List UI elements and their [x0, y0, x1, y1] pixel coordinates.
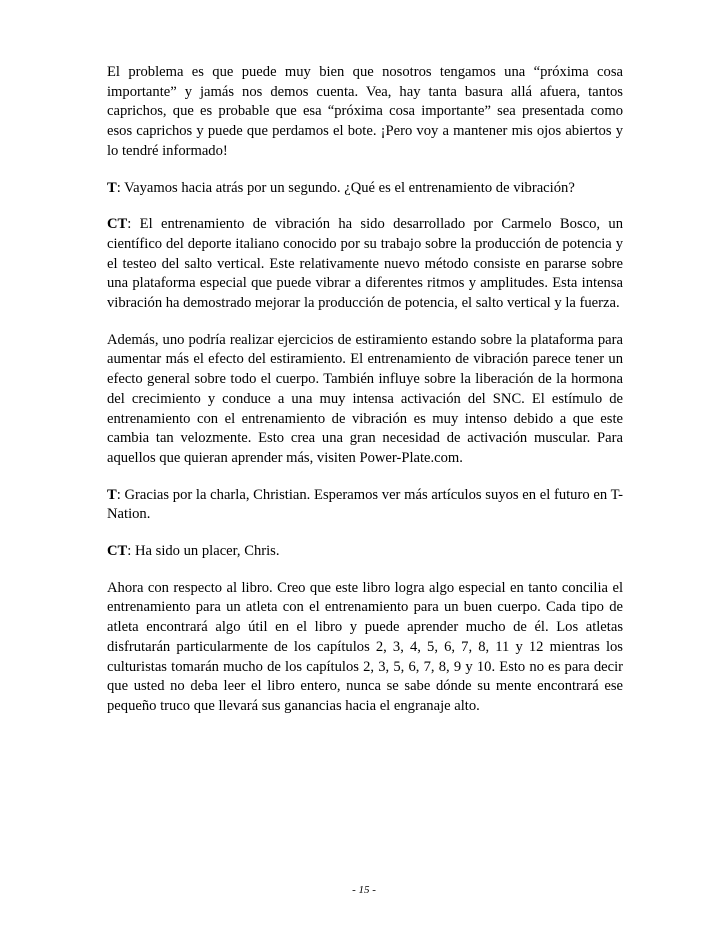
- paragraph-text: Además, uno podría realizar ejercicios de estiramiento estando sobre la plataforma para aumentar más el efecto del estiramiento. El entrenamiento de vibración parece tener un efecto general sobre todo el cuerpo. También influye sobre la liberación de la hormona del crecimiento y conduce a una muy intensa activación del SNC. El estímulo de entrenamiento con el entrenamiento de vibración es muy intenso debido a que este cambia tan velozmente. Esto crea una gran necesidad de activación muscular. Para aquellos que quieran aprender más, visiten Power-Plate.com.: [107, 331, 623, 466]
- speaker-label: T: [107, 486, 117, 503]
- paragraph-book: [107, 579, 623, 717]
- paragraph-answer-vibration: [107, 215, 623, 314]
- paragraph-text: : Vayamos hacia atrás por un segundo. ¿Qué es el entrenamiento de vibración?: [116, 179, 575, 196]
- paragraph-question-vibration: [107, 179, 623, 199]
- paragraph-text: : Gracias por la charla, Christian. Esperamos ver más artículos suyos en el futuro en T-Nation.: [107, 486, 623, 523]
- paragraph-text: : Ha sido un placer, Chris.: [127, 543, 280, 560]
- document-body: [107, 63, 623, 734]
- paragraph-text: Ahora con respecto al libro. Creo que este libro logra algo especial en tanto concilia el entrenamiento para un atleta con el entrenamiento para un buen cuerpo. Cada tipo de atleta encontrará algo útil en el libro y puede aprender mucho de él. Los atletas disfrutarán particularmente de los capítulos 2, 3, 4, 5, 6, 7, 8, 11 y 12 mientras los culturistas tomarán mucho de los capítulos 2, 3, 5, 6, 7, 8, 9 y 10. Esto no es para decir que usted no deba leer el libro entero, nunca se sabe dónde su mente encontrará ese pequeño truco que llevará sus ganancias hacia el engranaje alto.: [107, 579, 623, 714]
- paragraph-reply: [107, 542, 623, 562]
- speaker-label: CT: [107, 216, 128, 233]
- speaker-label: CT: [107, 543, 128, 560]
- speaker-label: T: [107, 179, 117, 196]
- paragraph-text: : El entrenamiento de vibración ha sido desarrollado por Carmelo Bosco, un científico del deporte italiano conocido por su trabajo sobre la producción de potencia y el testeo del salto vertical. Este relativamente nuevo método consiste en pararse sobre una plataforma especial que puede vibrar a diferentes ritmos y amplitudes. Esta intensa vibración ha demostrado mejorar la producción de potencia, el salto vertical y la fuerza.: [107, 216, 623, 312]
- paragraph-text: El problema es que puede muy bien que nosotros tengamos una “próxima cosa importante” y jamás nos demos cuenta. Vea, hay tanta basura allá afuera, tantos caprichos, que es probable que esa “próxima cosa importante” sea presentada como esos caprichos y puede que perdamos el bote. ¡Pero voy a mantener mis ojos abiertos y lo tendré informado!: [107, 64, 623, 159]
- paragraph-intro: [107, 63, 623, 162]
- page-number: - 15 -: [352, 884, 376, 896]
- paragraph-thanks: [107, 486, 623, 525]
- paragraph-stretching: [107, 331, 623, 469]
